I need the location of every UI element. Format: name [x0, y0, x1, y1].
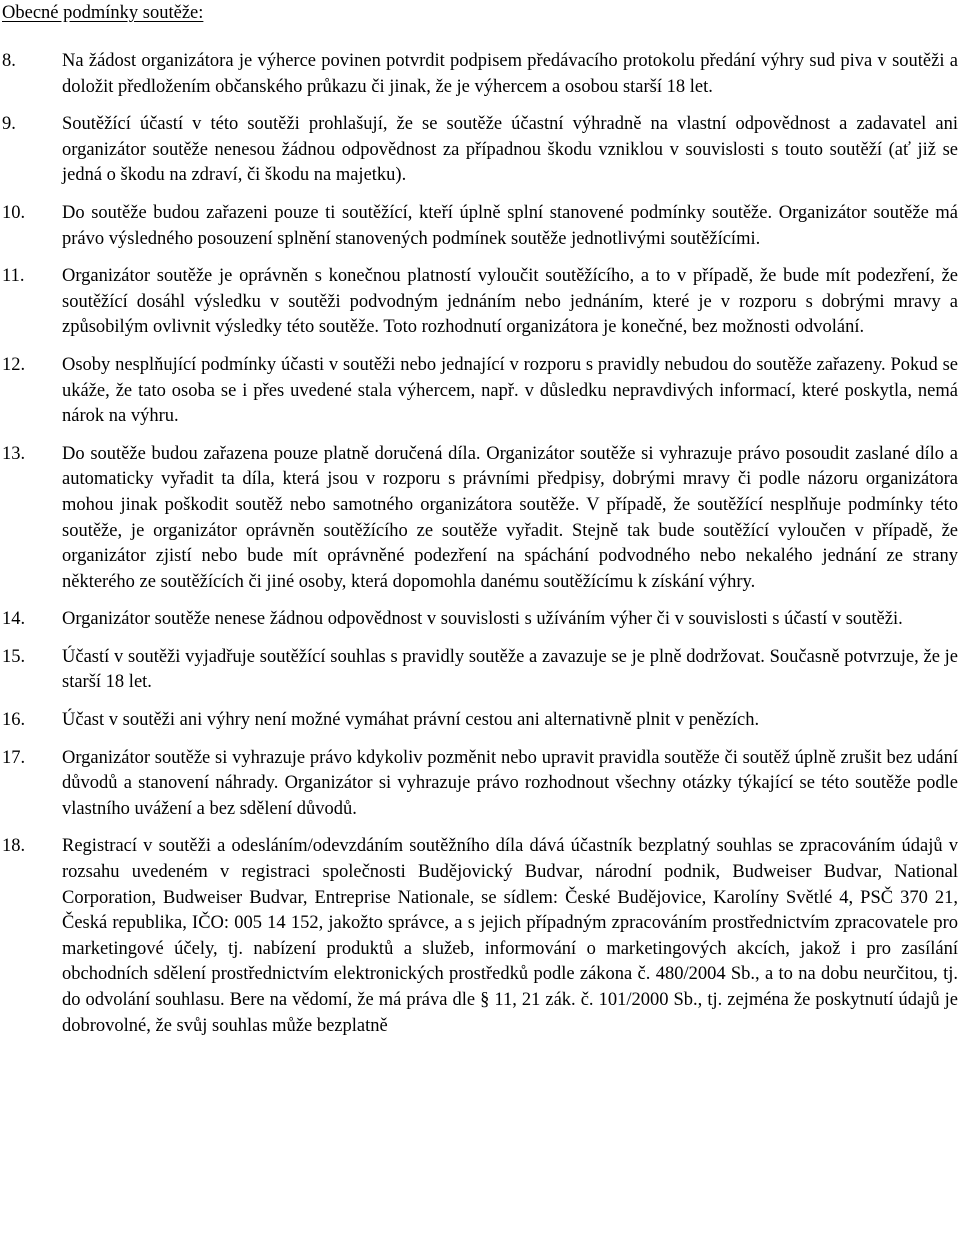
conditions-list [2, 49, 958, 1051]
list-item [2, 834, 958, 1039]
item-number: 12. [2, 354, 26, 375]
item-number: 18. [2, 836, 26, 857]
item-text: Účast v soutěži ani výhry není možné vymáhat právní cestou ani alternativně plnit v penězích. [62, 710, 760, 731]
item-text: Osoby nesplňující podmínky účasti v soutěži nebo jednající v rozporu s pravidly nebudou do soutěže zařazeny. Pokud se ukáže, že tato osoba se i přes uvedené stala výhercem, např. v důsledku nepravdivých informací, které poskytla, nemá nárok na výhru. [62, 354, 958, 427]
item-number: 13. [2, 443, 26, 464]
list-item [2, 264, 958, 341]
item-text: Organizátor soutěže je oprávněn s konečnou platností vyloučit soutěžícího, a to v případě, že bude mít podezření, že soutěžící dosáhl výsledku v soutěži podvodným jednáním nebo jednáním, které je v rozporu s dobrými mravy a způsobilým ovlivnit výsledky této soutěže. Toto rozhodnutí organizátora je konečné, bez možnosti odvolání. [62, 266, 958, 338]
item-number: 17. [2, 747, 26, 768]
item-number: 15. [2, 646, 26, 667]
item-text: Soutěžící účastí v této soutěži prohlašují, že se soutěže účastní výhradně na vlastní odpovědnost a zadavatel ani organizátor soutěže nenesou žádnou odpovědnost za případnou škodu vzniklou v souvislosti s touto soutěží (ať již se jedná o škodu na zdraví, či škodu na majetku). [62, 114, 958, 186]
item-number: 8. [2, 51, 16, 71]
item-text: Organizátor soutěže si vyhrazuje právo kdykoliv pozměnit nebo upravit pravidla soutěže či soutěž úplně zrušit bez udání důvodů a stanovení náhrady. Organizátor si vyhrazuje právo rozhodnout všechny otázky týkající se této soutěže podle vlastního uvážení a bez sdělení důvodů. [62, 747, 958, 819]
list-item [2, 201, 958, 252]
item-text: Organizátor soutěže nenese žádnou odpovědnost v souvislosti s užíváním výher či v souvislosti s účastí v soutěži. [62, 609, 903, 630]
section-heading: Obecné podmínky soutěže: [2, 3, 204, 23]
item-number: 14. [2, 609, 26, 630]
item-text: Do soutěže budou zařazena pouze platně doručená díla. Organizátor soutěže si vyhrazuje právo posoudit zaslané dílo a automaticky vyřadit ta díla, která jsou v rozporu s právními předpisy, dobrými mravy či podle názoru organizátora mohou jinak poškodit soutěž nebo samotného organizátora soutěže. V případě, že soutěžící nesplňuje podmínky této soutěže, je organizátor oprávněn soutěžícího ze soutěže vyřadit. Stejně tak bude soutěžící vyloučen v případě, že organizátor zjistí nebo bude mít oprávněné podezření na spáchání podvodného nebo nekalého jednání ze strany některého ze soutěžících či jiné osoby, která dopomohla danému soutěžícímu k získání výhry. [62, 443, 958, 592]
item-text: Do soutěže budou zařazeni pouze ti soutěžící, kteří úplně splní stanovené podmínky soutěže. Organizátor soutěže má právo výsledného posouzení splnění stanovených podmínek soutěže jednotlivými soutěžícími. [62, 202, 958, 249]
item-number: 11. [2, 266, 25, 287]
list-item [2, 112, 958, 189]
item-text: Účastí v soutěži vyjadřuje soutěžící souhlas s pravidly soutěže a zavazuje se je plně dodržovat. Současně potvrzuje, že je starší 18 let. [62, 646, 958, 693]
item-text: Registrací v soutěži a odesláním/odevzdáním soutěžního díla dává účastník bezplatný souhlas se zpracováním údajů v rozsahu uvedeném v registraci společnosti Budějovický Budvar, národní podnik, Budweiser Budvar, National Corporation, Budweiser Budvar, Entreprise Nationale, se sídlem: České Budějovice, Karolíny Světlé 4, PSČ 370 21, Česká republika, IČO: 005 14 152, jakožto správce, a s jejich případným zpracováním prostřednictvím zpracovatele pro marketingové účely, tj. nabízení produktů a služeb, informování o marketingových akcích, jakož i pro zasílání obchodních sdělení prostřednictvím elektronických prostředků podle zákona č. 480/2004 Sb., a to na dobu neurčitou, tj. do odvolání souhlasu. Bere na vědomí, že má práva dle § 11, 21 zák. č. 101/2000 Sb., tj. zejména že poskytnutí údajů je dobrovolné, že svůj souhlas může bezplatně [62, 836, 958, 1036]
list-item [2, 708, 958, 734]
list-item [2, 442, 958, 596]
list-item [2, 353, 958, 430]
list-item [2, 49, 958, 100]
item-number: 9. [2, 114, 16, 135]
list-item [2, 645, 958, 696]
item-number: 16. [2, 710, 26, 731]
list-item [2, 607, 958, 633]
item-number: 10. [2, 202, 26, 223]
list-item [2, 746, 958, 823]
item-text: Na žádost organizátora je výherce povinen potvrdit podpisem předávacího protokolu předání výhry sud piva v soutěži a doložit předložením občanského průkazu či jinak, že je výhercem a osobou starší 18 let. [62, 51, 958, 97]
